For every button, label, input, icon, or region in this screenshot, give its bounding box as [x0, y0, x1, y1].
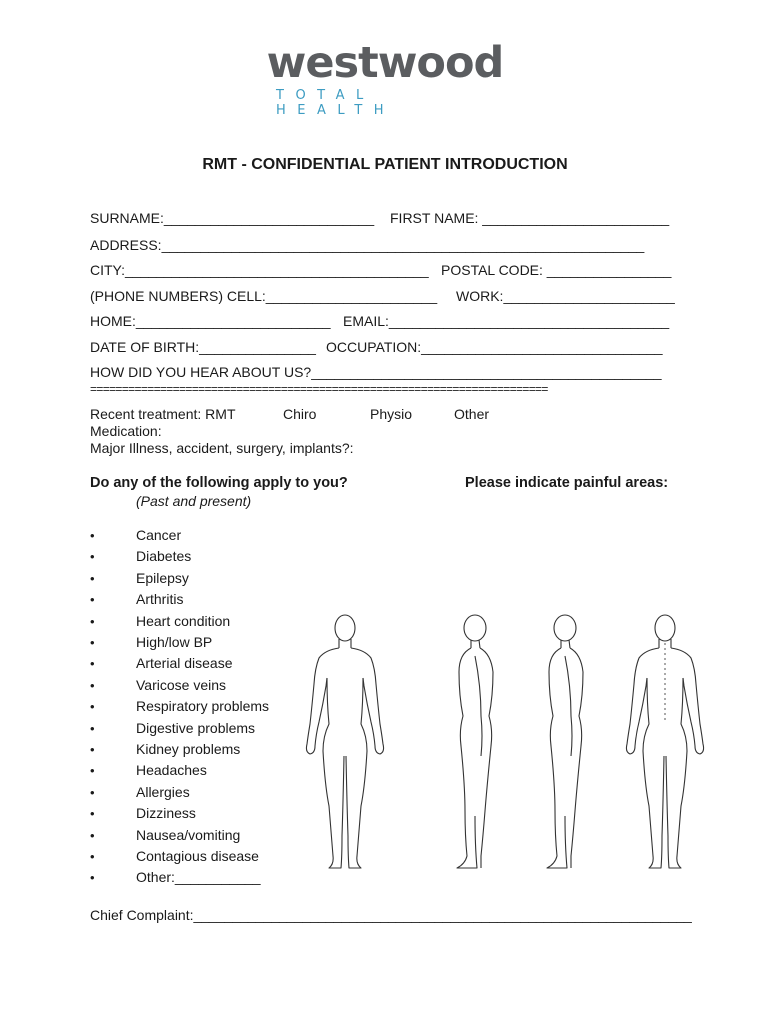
condition-item-contagious-disease[interactable]: Contagious disease — [136, 848, 259, 864]
condition-item-kidney-problems[interactable]: Kidney problems — [136, 741, 241, 757]
condition-item-arthritis[interactable]: Arthritis — [136, 591, 184, 607]
postal-code-field[interactable]: POSTAL CODE: ________________ — [441, 262, 672, 278]
bullet: • — [90, 870, 95, 885]
home-phone-field[interactable]: HOME:_________________________ — [90, 313, 331, 329]
treatment-option-chiro[interactable]: Chiro — [283, 406, 317, 422]
bullet: • — [90, 592, 95, 607]
date-of-birth-field[interactable]: DATE OF BIRTH:_______________ — [90, 339, 316, 355]
bullet: • — [90, 549, 95, 564]
email-field[interactable]: EMAIL:____________________________________ — [343, 313, 670, 329]
condition-item-digestive-problems[interactable]: Digestive problems — [136, 720, 256, 736]
address-field[interactable]: ADDRESS:______________________________________________________________ — [90, 237, 645, 253]
condition-item-epilepsy[interactable]: Epilepsy — [136, 570, 189, 586]
bullet: • — [90, 699, 95, 714]
bullet: • — [90, 763, 95, 778]
condition-item-respiratory-problems[interactable]: Respiratory problems — [136, 698, 270, 714]
chief-complaint-field[interactable]: Chief Complaint:________________________________________________________________ — [90, 907, 692, 923]
bullet: • — [90, 614, 95, 629]
work-phone-field[interactable]: WORK:______________________ — [456, 288, 675, 304]
major-illness-field[interactable]: Major Illness, accident, surgery, implants?: — [90, 440, 354, 456]
body-right-side-view[interactable] — [457, 615, 493, 868]
condition-item-high-low-bp[interactable]: High/low BP — [136, 634, 213, 650]
body-back-view[interactable] — [626, 615, 703, 868]
condition-item-cancer[interactable]: Cancer — [136, 527, 182, 543]
logo-tagline: TOTAL HEALTH — [276, 88, 396, 118]
condition-item-dizziness[interactable]: Dizziness — [136, 805, 196, 821]
condition-item-heart-condition[interactable]: Heart condition — [136, 613, 231, 629]
bullet: • — [90, 635, 95, 650]
medication-field[interactable]: Medication: — [90, 423, 162, 439]
treatment-option-physio[interactable]: Physio — [370, 406, 413, 422]
bullet: • — [90, 849, 95, 864]
recent-treatment-label: Recent treatment: RMT — [90, 406, 236, 422]
bullet: • — [90, 528, 95, 543]
hear-about-us-field[interactable]: HOW DID YOU HEAR ABOUT US?_____________________________________________ — [90, 364, 662, 380]
city-field[interactable]: CITY:_______________________________________ — [90, 262, 429, 278]
condition-item-arterial-disease[interactable]: Arterial disease — [136, 655, 233, 671]
bullet: • — [90, 742, 95, 757]
occupation-field[interactable]: OCCUPATION:_______________________________ — [326, 339, 663, 355]
bullet: • — [90, 721, 95, 736]
logo-wordmark: westwood — [266, 38, 504, 88]
surname-field[interactable]: SURNAME:___________________________ — [90, 210, 375, 226]
conditions-subheading: (Past and present) — [136, 493, 252, 509]
painful-areas-heading: Please indicate painful areas: — [465, 475, 669, 491]
body-front-view[interactable] — [306, 615, 383, 868]
bullet: • — [90, 785, 95, 800]
first-name-field[interactable]: FIRST NAME: ________________________ — [390, 210, 670, 226]
conditions-heading: Do any of the following apply to you? — [90, 475, 348, 491]
bullet: • — [90, 571, 95, 586]
body-left-side-view[interactable] — [547, 615, 583, 868]
bullet: • — [90, 806, 95, 821]
form-title: RMT - CONFIDENTIAL PATIENT INTRODUCTION — [202, 156, 568, 173]
condition-item-diabetes[interactable]: Diabetes — [136, 548, 192, 564]
condition-item-allergies[interactable]: Allergies — [136, 784, 190, 800]
bullet: • — [90, 678, 95, 693]
cell-phone-field[interactable]: (PHONE NUMBERS) CELL:______________________ — [90, 288, 438, 304]
condition-item-varicose-veins[interactable]: Varicose veins — [136, 677, 227, 693]
treatment-option-other[interactable]: Other — [454, 406, 490, 422]
condition-item-nausea-vomiting[interactable]: Nausea/vomiting — [136, 827, 241, 843]
body-diagram[interactable] — [305, 598, 730, 873]
bullet: • — [90, 656, 95, 671]
separator-line: ======================================================================== — [90, 382, 548, 396]
bullet: • — [90, 828, 95, 843]
conditions-subheading-text: Past and present — [140, 493, 247, 509]
condition-item-other[interactable]: Other:___________ — [136, 869, 261, 885]
condition-item-headaches[interactable]: Headaches — [136, 762, 207, 778]
